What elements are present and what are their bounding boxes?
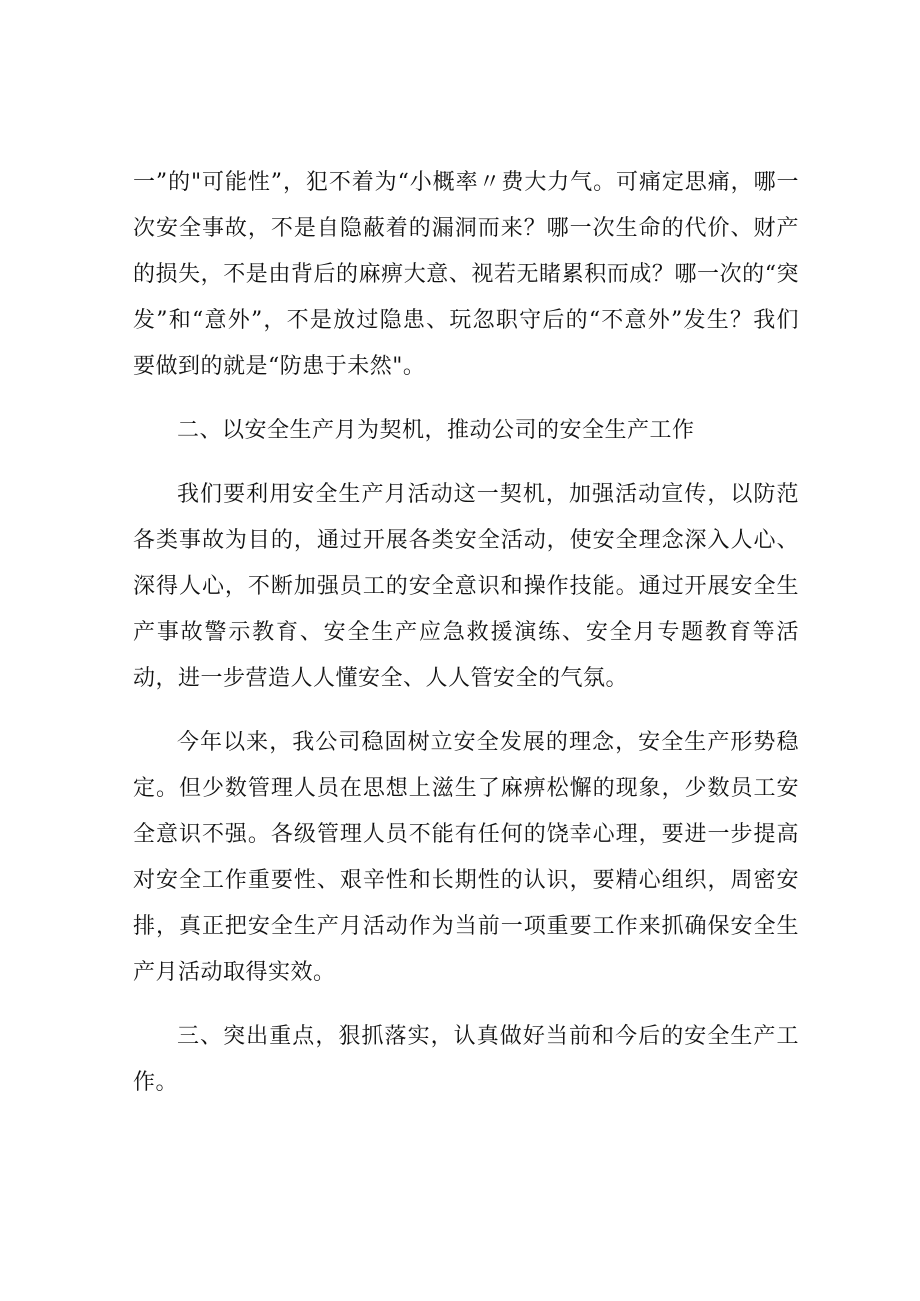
paragraph-continuation: 一”的"可能性”，犯不着为“小概率〃费大力气。可痛定思痛，哪一次安全事故，不是自隐蔽着的漏洞而来？哪一次生命的代价、财产的损失，不是由背后的麻痹大意、视若无睹累积而成？哪一次的“突发”和“意外”，不是放过隐患、玩忽职守后的“不意外”发生？我们要做到的就是“防患于未然"。 bbox=[133, 170, 799, 379]
section-heading-2: 二、以安全生产月为契机，推动公司的安全生产工作 bbox=[177, 418, 695, 443]
document-body bbox=[133, 160, 799, 1106]
paragraph-safety-month: 我们要利用安全生产月活动这一契机，加强活动宣传，以防范各类事故为目的，通过开展各类安全活动，使安全理念深入人心、深得人心，不断加强员工的安全意识和操作技能。通过开展安全生产事故警示教育、安全生产应急救援演练、安全月专题教育等活动，进一步营造人人懂安全、人人管安全的气氛。 bbox=[133, 482, 799, 691]
section-heading-3: 三、突出重点，狠抓落实，认真做好当前和今后的安全生产工作。 bbox=[133, 1024, 799, 1095]
paragraph-this-year: 今年以来，我公司稳固树立安全发展的理念，安全生产形势稳定。但少数管理人员在思想上滋生了麻痹松懈的现象，少数员工安全意识不强。各级管理人员不能有任何的饶幸心理，要进一步提高对安全工作重要性、艰辛性和长期性的认识，要精心组织，周密安排，真正把安全生产月活动作为当前一项重要工作来抓确保安全生产月活动取得实效。 bbox=[133, 730, 799, 985]
